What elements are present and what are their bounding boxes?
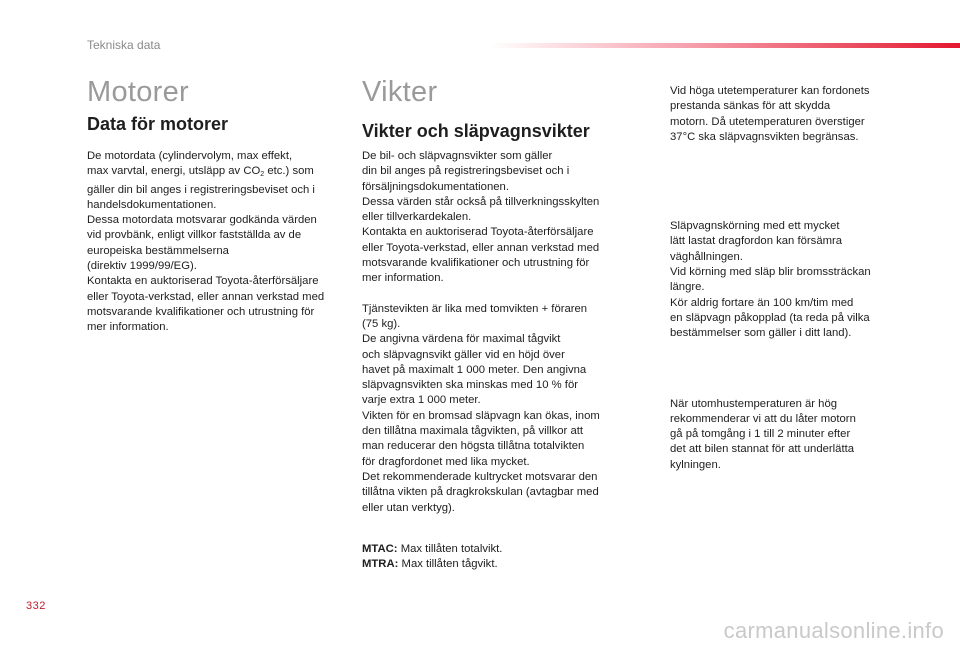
abbreviation-list (362, 542, 632, 573)
weights-paragraph-1: De bil- och släpvagnsvikter som gäller din bil anges på registreringsbeviset och i försäljningsdokumentationen. Dessa värden står också på tillverkningsskylten eller tillverkardekalen. Kontakta en auktoriserad Toyota-återförsäljare eller Toyota-verkstad, eller annan verkstad med motsvarande kvalifikationer och utrustning för mer information. (362, 150, 600, 285)
co2-subscript: 2 (260, 171, 265, 179)
weights-title: Vikter (362, 76, 438, 108)
note-trailer-driving: Släpvagnskörning med ett mycket lätt lastat dragfordon kan försämra väghållningen. Vid körning med släp blir bromssträckan längre. Kör aldrig fortare än 100 km/tim med en släpvagn påkopplad (ta reda på vilka bestämmelser som gäller i ditt land). (670, 220, 871, 340)
page-number: 332 (26, 600, 46, 612)
notes-column (670, 84, 900, 473)
header-accent-bar (490, 43, 960, 48)
engines-heading: Data för motorer (87, 114, 229, 134)
weights-heading: Vikter och släpvagnsvikter (362, 121, 590, 141)
engines-title: Motorer (87, 76, 190, 108)
abbreviation-key: MTRA: (362, 558, 399, 571)
abbreviation-key: MTAC: (362, 542, 398, 555)
note-engine-idle: När utomhustemperaturen är hög rekommenderar vi att du låter motorn gå på tomgång i 1 till 2 minuter efter det att bilen stannat för att underlätta kylningen. (670, 397, 856, 471)
watermark: carmanualsonline.info (723, 618, 944, 643)
abbreviation-value: Max tillåten totalvikt. (397, 542, 503, 555)
engines-body (87, 149, 357, 336)
engines-body-part-1: De motordata (cylindervolym, max effekt, max varvtal, energi, utsläpp av CO (87, 150, 293, 178)
weights-column (362, 76, 632, 572)
abbreviation-value: Max tillåten tågvikt. (398, 558, 498, 571)
note-high-temperature: Vid höga utetemperaturer kan fordonets prestanda sänkas för att skydda motorn. Då utetemperaturen överstiger 37°C ska släpvagnsvikten begränsas. (670, 85, 870, 143)
engines-body-part-2: etc.) som gäller din bil anges i registreringsbeviset och i handelsdokumentationen. Dessa motordata motsvarar godkända värden vid provbänk, enligt villkor fastställda av de europeiska bestämmelserna (direktiv 1999/99/EG). Kontakta en auktoriserad Toyota-återförsäljare eller Toyota-verkstad, eller annan verkstad med motsvarande kvalifikationer och utrustning för mer information. (87, 165, 325, 334)
section-label: Tekniska data (87, 38, 161, 52)
abbreviation-mtra (362, 557, 632, 572)
engines-column (87, 76, 357, 336)
weights-paragraph-2: Tjänstevikten är lika med tomvikten + föraren (75 kg). De angivna värdena för maximal tågvikt och släpvagnsvikt gäller vid en höjd över havet på maximalt 1 000 meter. Den angivna släpvagnsvikten ska minskas med 10 % för varje extra 1 000 meter. Vikten för en bromsad släpvagn kan ökas, inom den tillåtna maximala tågvikten, på villkor att man reducerar den högsta tillåtna totalvikten för dragfordonet med lika mycket. Det rekommenderade kultrycket motsvarar den tillåtna vikten på dragkrokskulan (avtagbar med eller utan verktyg). (362, 302, 600, 514)
abbreviation-mtac (362, 542, 632, 557)
